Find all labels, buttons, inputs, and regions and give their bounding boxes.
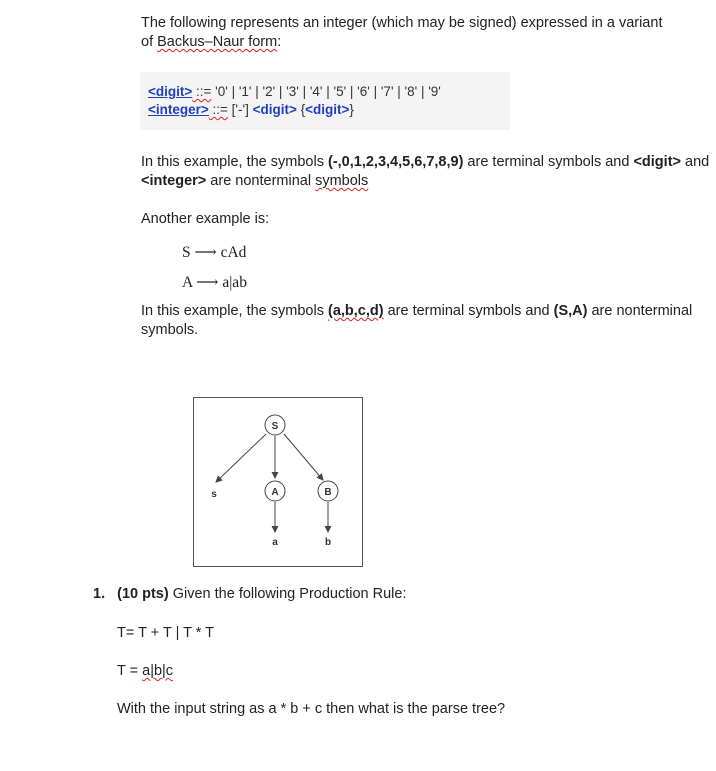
example2-terminals: (a,b,c,d) (327, 303, 384, 319)
example1-symbols: symbols (315, 173, 369, 189)
edge-root-right (284, 434, 323, 480)
integer-rhs-digit-1: <digit> (252, 102, 297, 117)
example1-e: and (681, 154, 710, 170)
intro-suffix: : (277, 34, 282, 50)
example1-a: In this example, the symbols (141, 154, 328, 170)
example1-g: are nonterminal (206, 173, 316, 189)
example1-line-1 (141, 153, 709, 172)
example1-terminals: (-,0,1,2,3,4,5,6,7,8,9) (327, 154, 464, 170)
bnf-integer-line (148, 101, 354, 119)
rule1-arrow-icon: ⟶ (194, 244, 217, 261)
intro-prefix: of (141, 34, 158, 50)
bnf-digit-line (148, 83, 441, 101)
grammar-rule-2 (182, 273, 247, 292)
intro-line-2 (141, 33, 281, 52)
rule1-rhs: cAd (220, 244, 247, 261)
another-example-label: Another example is: (141, 211, 270, 227)
example1-c: are terminal symbols and (463, 154, 634, 170)
example2-c: are terminal symbols and (383, 303, 554, 319)
rule2-values: a|b|c (142, 663, 174, 679)
rule2-lhs: A (182, 274, 193, 291)
question-number: 1. (93, 586, 106, 602)
root-label: S (271, 421, 279, 432)
rule2-arrow-icon: ⟶ (196, 274, 219, 291)
example2-a: In this example, the symbols (141, 303, 328, 319)
question-rule-2 (117, 662, 173, 681)
integer-rhs-3: { (296, 102, 306, 117)
mid-leaf-label: a (272, 537, 278, 548)
question-points: (10 pts) (117, 586, 169, 602)
digit-nonterminal: <digit> (148, 84, 193, 99)
digit-op: ::= (192, 84, 212, 99)
digit-rhs: '0' | '1' | '2' | '3' | '4' | '5' | '6' | '7' | '8' | '9' (211, 84, 441, 99)
right-leaf-label: b (324, 537, 332, 548)
question-rule-1: T= T + T | T * T (117, 625, 214, 641)
integer-rhs-5: } (349, 102, 354, 117)
integer-rhs-1: ['-'] (227, 102, 253, 117)
question-ask: With the input string as a * b + c then what is the parse tree? (117, 701, 506, 717)
rule1-lhs: S (182, 244, 191, 261)
right-node-label: B (324, 487, 332, 498)
rule2-prefix: T = (117, 663, 143, 679)
bnf-code-box (140, 72, 510, 130)
rule2-rhs: a|ab (222, 274, 247, 291)
grammar-rule-1 (182, 243, 246, 262)
example1-integer: <integer> (141, 173, 207, 189)
example2-line-1 (141, 302, 692, 321)
example2-e: are nonterminal (587, 303, 693, 319)
integer-nonterminal: <integer> (148, 102, 209, 117)
example2-line-2: symbols. (141, 322, 199, 338)
edge-root-left (216, 434, 266, 482)
bnf-link[interactable]: Backus–Naur form (157, 34, 278, 50)
example1-digit: <digit> (633, 154, 681, 170)
left-leaf-label: s (211, 489, 217, 500)
integer-rhs-digit-2: <digit> (305, 102, 350, 117)
question-header (93, 585, 406, 604)
parse-tree-svg (194, 398, 364, 568)
question-text: Given the following Production Rule: (168, 586, 407, 602)
example2-nonterminals: (S,A) (553, 303, 588, 319)
intro-line-1: The following represents an integer (which may be signed) expressed in a variant (141, 15, 663, 31)
example1-line-2 (141, 172, 368, 191)
mid-node-label: A (271, 487, 279, 498)
integer-op: ::= (208, 102, 228, 117)
parse-tree-diagram (193, 397, 363, 567)
